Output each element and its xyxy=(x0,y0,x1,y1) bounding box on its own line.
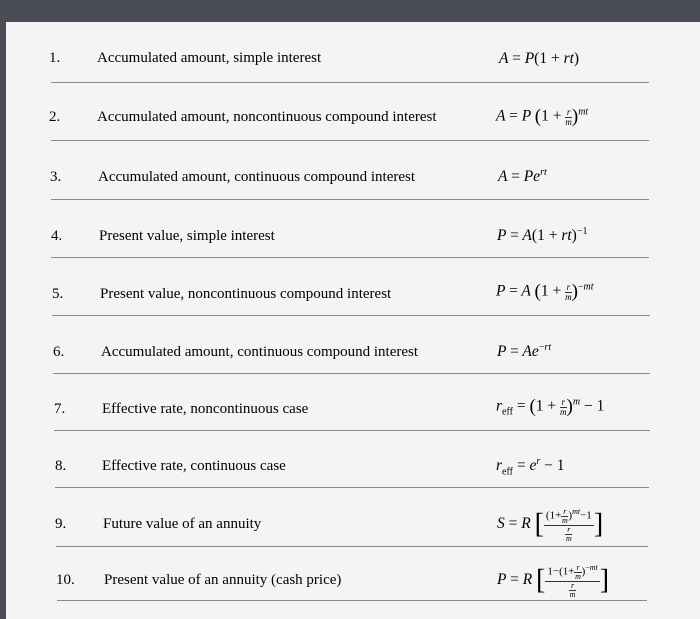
formula-table xyxy=(6,22,700,619)
row-label: Present value, noncontinuous compound interest xyxy=(100,286,392,302)
divider xyxy=(53,373,650,374)
row-number: 10. xyxy=(56,572,75,588)
row-label: Present value of an annuity (cash price) xyxy=(104,572,342,588)
row-number: 4. xyxy=(51,228,63,244)
row-number: 8. xyxy=(55,458,67,474)
row-label: Effective rate, continuous case xyxy=(102,458,286,474)
row-number: 1. xyxy=(49,50,61,66)
row-label: Accumulated amount, noncontinuous compound interest xyxy=(97,109,437,125)
formula-present-value-simple: P = A(1 + rt)$^{-1}$ xyxy=(497,226,588,245)
formula-compound-interest: A = P (1 + $\frac{r}{m}$ )$^{mt}$ xyxy=(496,106,589,127)
row-label: Effective rate, noncontinuous case xyxy=(102,401,309,417)
formula-effective-rate-noncontinuous: $r_{eff} = (1$ + $\frac{r}{m}$ )$^m$ − 1 xyxy=(496,396,605,418)
formula-present-value-compound: P = A (1 + $\frac{r}{m}$ )$^{-mt}$ xyxy=(496,281,594,302)
row-label: Future value of an annuity xyxy=(103,516,262,532)
row-number: 5. xyxy=(52,286,64,302)
row-number: 2. xyxy=(49,109,61,125)
divider xyxy=(57,600,647,601)
divider xyxy=(56,546,648,547)
divider xyxy=(54,430,650,431)
row-number: 3. xyxy=(50,169,62,185)
row-label: Accumulated amount, simple interest xyxy=(97,50,322,66)
row-number: 9. xyxy=(55,516,67,532)
divider xyxy=(51,140,649,141)
formula-continuous-compound: $A = Pe^{rt}$ xyxy=(498,167,547,186)
divider xyxy=(51,82,649,83)
formula-future-value-annuity: S = R [ (1+ $\frac{r}{m}$ )$^{mt}$−1 $\frac{r}{m}$ ] xyxy=(497,506,604,543)
formula-present-value-continuous: $P = Ae^{-rt}$ xyxy=(497,342,552,361)
divider xyxy=(55,487,649,488)
divider xyxy=(51,199,649,200)
divider xyxy=(52,315,650,316)
row-label: Accumulated amount, continuous compound interest xyxy=(98,169,416,185)
row-label: Accumulated amount, continuous compound interest xyxy=(101,344,419,360)
row-number: 6. xyxy=(53,344,65,360)
row-number: 7. xyxy=(54,401,66,417)
formula-simple-interest: A = P(1 + rt) xyxy=(499,50,580,67)
formula-effective-rate-continuous: $r_{eff} = e^r - 1$ xyxy=(496,456,565,478)
formula-present-value-annuity: P = R [ 1−(1+ $\frac{r}{m}$ )$^{-mt}$ $\frac{r}{m}$ ] xyxy=(497,562,610,599)
row-label: Present value, simple interest xyxy=(99,228,275,244)
divider xyxy=(51,257,649,258)
